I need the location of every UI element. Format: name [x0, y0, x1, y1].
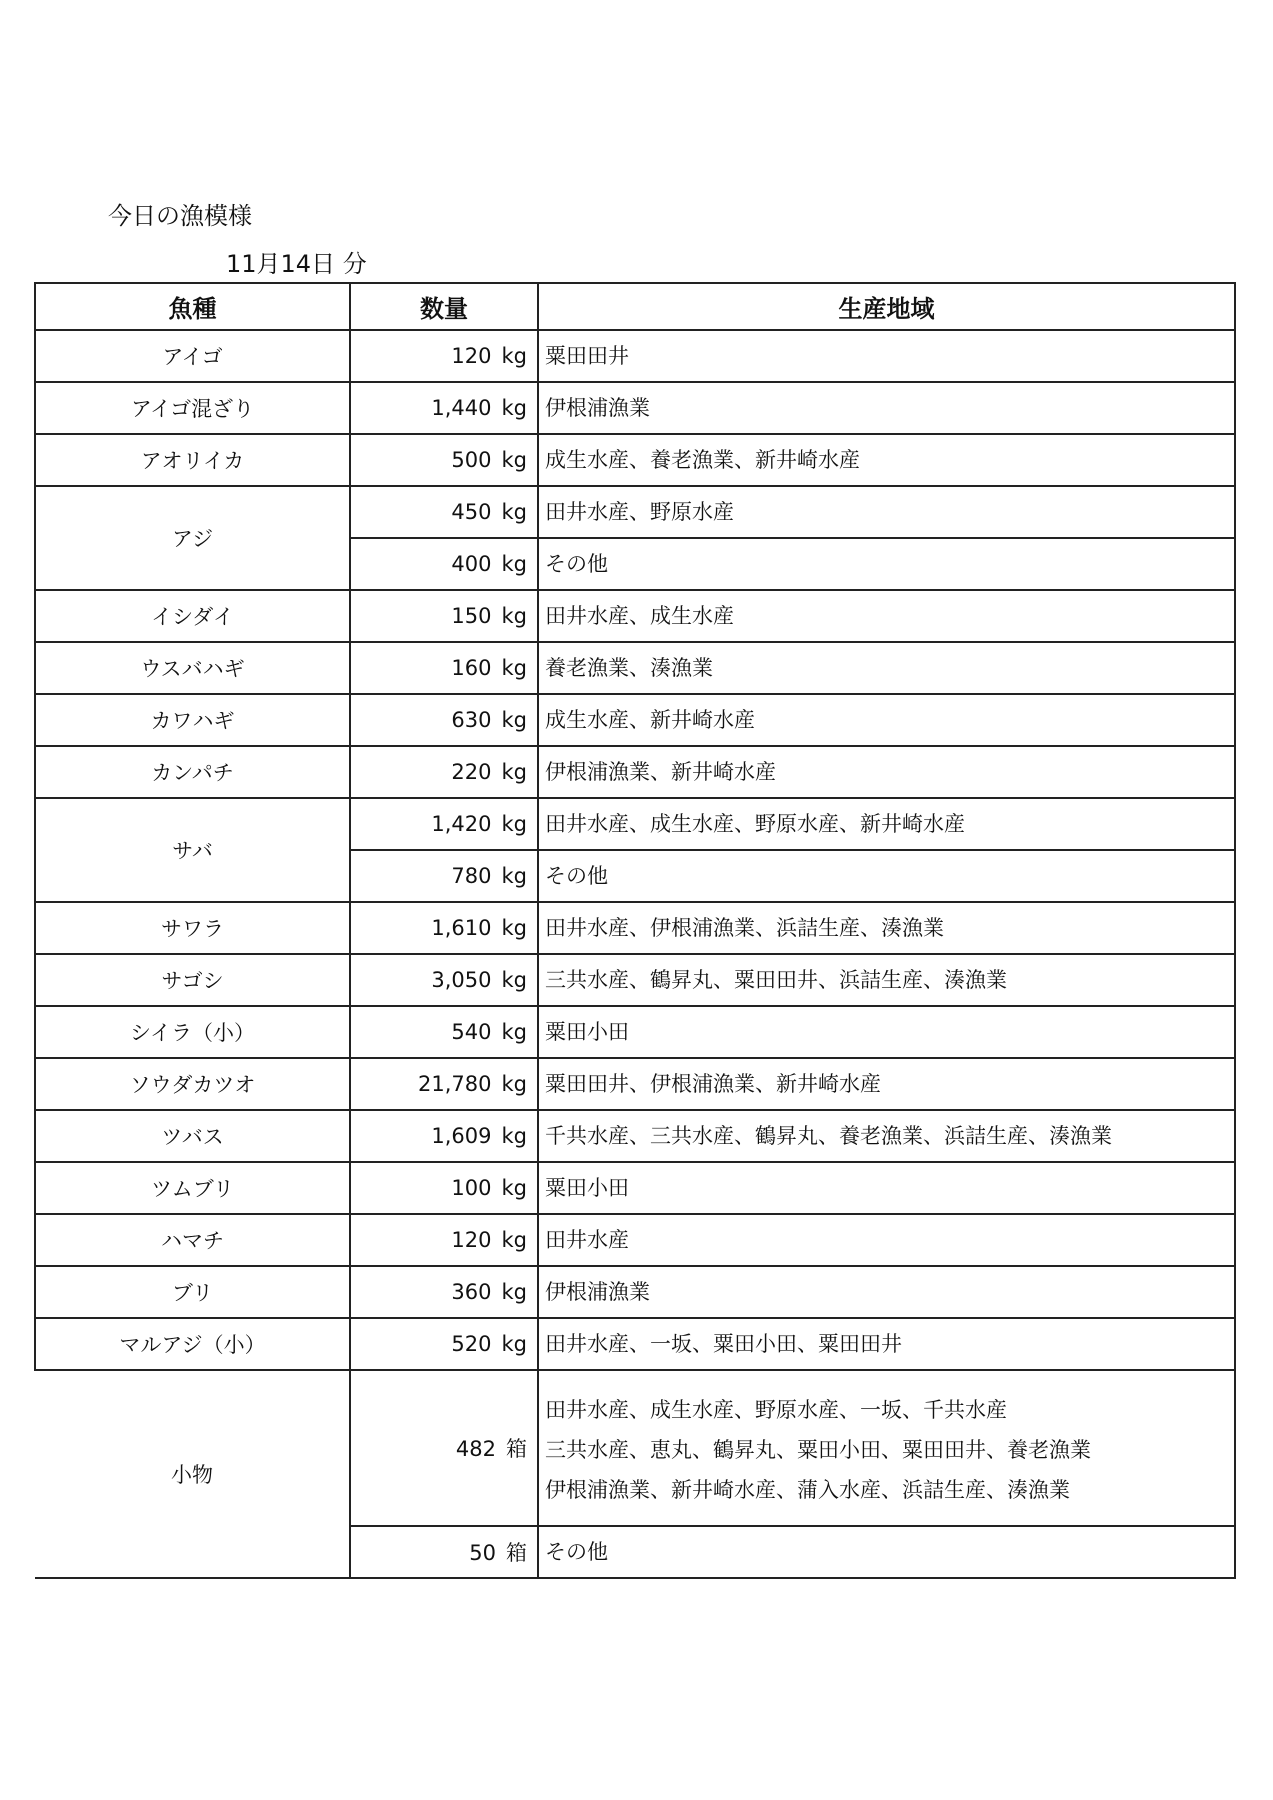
header-region: 生産地域 [538, 283, 1235, 330]
region-text: 三共水産、恵丸、鶴昇丸、粟田小田、粟田田井、養老漁業 [545, 1438, 1091, 1462]
date-value: 11月14日 [226, 250, 336, 278]
region-text: 粟田田井、伊根浦漁業、新井崎水産 [545, 1072, 881, 1096]
region-text: 粟田田井 [545, 344, 629, 368]
quantity-cell [350, 1526, 538, 1578]
region-cell [538, 1058, 1235, 1110]
quantity-cell [350, 330, 538, 382]
table-row [35, 1214, 1235, 1266]
fish-species-cell: ハマチ [35, 1214, 350, 1266]
region-text: 田井水産、一坂、粟田小田、粟田田井 [545, 1332, 902, 1356]
quantity-cell [350, 1266, 538, 1318]
quantity-cell [350, 1006, 538, 1058]
region-text: その他 [545, 552, 608, 576]
region-text: その他 [545, 1540, 608, 1564]
quantity-cell [350, 1318, 538, 1370]
quantity-value: 3,050 [431, 968, 492, 992]
quantity-value: 630 [451, 708, 492, 732]
quantity-value: 21,780 [418, 1072, 492, 1096]
fish-species-cell: 小物 [35, 1370, 350, 1578]
quantity-cell [350, 642, 538, 694]
region-cell [538, 1370, 1235, 1526]
quantity-cell [350, 902, 538, 954]
table-row [35, 1006, 1235, 1058]
quantity-unit: kg [501, 1176, 527, 1200]
region-cell [538, 382, 1235, 434]
region-text: 田井水産、伊根浦漁業、浜詰生産、湊漁業 [545, 916, 944, 940]
region-cell [538, 1526, 1235, 1578]
region-text: 三共水産、鶴昇丸、粟田田井、浜詰生産、湊漁業 [545, 968, 1007, 992]
region-cell [538, 798, 1235, 850]
region-text: 田井水産、成生水産、野原水産、新井崎水産 [545, 812, 965, 836]
quantity-value: 120 [451, 344, 492, 368]
fish-species-cell: カワハギ [35, 694, 350, 746]
quantity-value: 780 [451, 864, 492, 888]
page-title: 今日の漁模様 [108, 202, 252, 230]
header-quantity: 数量 [350, 283, 538, 330]
region-text: 成生水産、養老漁業、新井崎水産 [545, 448, 860, 472]
table-row [35, 694, 1235, 746]
fish-species-cell: イシダイ [35, 590, 350, 642]
report-date [226, 244, 367, 279]
quantity-value: 520 [451, 1332, 492, 1356]
region-text: 粟田小田 [545, 1176, 629, 1200]
table-row [35, 642, 1235, 694]
quantity-value: 1,610 [431, 916, 492, 940]
fish-species-cell: ツバス [35, 1110, 350, 1162]
quantity-unit: kg [501, 656, 527, 680]
region-cell [538, 1110, 1235, 1162]
quantity-unit: kg [501, 1020, 527, 1044]
quantity-cell [350, 1370, 538, 1526]
quantity-unit: kg [501, 1072, 527, 1096]
quantity-unit: kg [501, 1332, 527, 1356]
table-row [35, 798, 1235, 850]
quantity-unit: kg [501, 1228, 527, 1252]
fish-species-cell: ソウダカツオ [35, 1058, 350, 1110]
table-row [35, 1318, 1235, 1370]
region-cell [538, 1006, 1235, 1058]
table-row [35, 954, 1235, 1006]
quantity-cell [350, 1058, 538, 1110]
region-text: 成生水産、新井崎水産 [545, 708, 755, 732]
quantity-value: 360 [451, 1280, 492, 1304]
quantity-cell [350, 486, 538, 538]
quantity-value: 100 [451, 1176, 492, 1200]
quantity-unit: kg [501, 552, 527, 576]
quantity-value: 220 [451, 760, 492, 784]
quantity-unit: kg [501, 344, 527, 368]
table-row [35, 330, 1235, 382]
fish-species-cell: アオリイカ [35, 434, 350, 486]
quantity-cell [350, 590, 538, 642]
table-body [35, 330, 1235, 1578]
quantity-value: 1,609 [431, 1124, 492, 1148]
quantity-cell [350, 954, 538, 1006]
fish-species-cell: カンパチ [35, 746, 350, 798]
quantity-cell [350, 538, 538, 590]
table-row [35, 590, 1235, 642]
region-text: 伊根浦漁業 [545, 396, 650, 420]
region-text: 粟田小田 [545, 1020, 629, 1044]
fish-species-cell: アイゴ混ざり [35, 382, 350, 434]
quantity-value: 50 [469, 1541, 496, 1565]
quantity-unit: kg [501, 448, 527, 472]
quantity-unit: 箱 [506, 1541, 527, 1565]
region-text: 田井水産、野原水産 [545, 500, 734, 524]
quantity-cell [350, 798, 538, 850]
quantity-cell [350, 850, 538, 902]
region-cell [538, 330, 1235, 382]
quantity-unit: kg [501, 760, 527, 784]
region-cell [538, 902, 1235, 954]
fish-species-cell: アジ [35, 486, 350, 590]
quantity-cell [350, 382, 538, 434]
table-row [35, 382, 1235, 434]
quantity-value: 160 [451, 656, 492, 680]
region-cell [538, 1266, 1235, 1318]
table-row [35, 1162, 1235, 1214]
region-text: 伊根浦漁業、新井崎水産 [545, 760, 776, 784]
quantity-unit: kg [501, 1124, 527, 1148]
quantity-unit: kg [501, 604, 527, 628]
quantity-value: 1,420 [431, 812, 492, 836]
quantity-unit: kg [501, 708, 527, 732]
fish-species-cell: シイラ（小） [35, 1006, 350, 1058]
region-cell [538, 590, 1235, 642]
quantity-unit: kg [501, 500, 527, 524]
quantity-cell [350, 746, 538, 798]
region-cell [538, 1162, 1235, 1214]
quantity-unit: kg [501, 864, 527, 888]
region-cell [538, 1318, 1235, 1370]
quantity-unit: kg [501, 1280, 527, 1304]
fish-species-cell: サゴシ [35, 954, 350, 1006]
fish-species-cell: ツムブリ [35, 1162, 350, 1214]
quantity-unit: 箱 [506, 1437, 527, 1461]
table-row [35, 902, 1235, 954]
quantity-cell [350, 1214, 538, 1266]
quantity-cell [350, 1162, 538, 1214]
fish-species-cell: マルアジ（小） [35, 1318, 350, 1370]
table-row [35, 1266, 1235, 1318]
quantity-unit: kg [501, 396, 527, 420]
region-text: 田井水産、成生水産 [545, 604, 734, 628]
table-header-row [35, 283, 1235, 330]
quantity-value: 500 [451, 448, 492, 472]
catch-table [34, 282, 1236, 1579]
region-cell [538, 1214, 1235, 1266]
quantity-unit: kg [501, 812, 527, 836]
region-text: その他 [545, 864, 608, 888]
table-row [35, 1370, 1235, 1526]
quantity-unit: kg [501, 916, 527, 940]
region-text: 田井水産、成生水産、野原水産、一坂、千共水産 [545, 1398, 1007, 1422]
region-cell [538, 434, 1235, 486]
quantity-value: 150 [451, 604, 492, 628]
quantity-unit: kg [501, 968, 527, 992]
quantity-value: 120 [451, 1228, 492, 1252]
fish-species-cell: ウスバハギ [35, 642, 350, 694]
quantity-value: 540 [451, 1020, 492, 1044]
region-cell [538, 694, 1235, 746]
quantity-value: 400 [451, 552, 492, 576]
table-row [35, 746, 1235, 798]
region-cell [538, 954, 1235, 1006]
quantity-value: 450 [451, 500, 492, 524]
table-row [35, 486, 1235, 538]
quantity-cell [350, 1110, 538, 1162]
table-row [35, 434, 1235, 486]
region-cell [538, 642, 1235, 694]
quantity-value: 482 [455, 1437, 496, 1461]
region-text: 田井水産 [545, 1228, 629, 1252]
fish-species-cell: ブリ [35, 1266, 350, 1318]
region-text: 千共水産、三共水産、鶴昇丸、養老漁業、浜詰生産、湊漁業 [545, 1124, 1112, 1148]
region-cell [538, 746, 1235, 798]
quantity-cell [350, 434, 538, 486]
region-cell [538, 538, 1235, 590]
fish-species-cell: サワラ [35, 902, 350, 954]
header-species: 魚種 [35, 283, 350, 330]
region-text: 伊根浦漁業、新井崎水産、蒲入水産、浜詰生産、湊漁業 [545, 1478, 1070, 1502]
quantity-value: 1,440 [431, 396, 492, 420]
region-text: 養老漁業、湊漁業 [545, 656, 713, 680]
region-cell [538, 486, 1235, 538]
region-cell [538, 850, 1235, 902]
table-row [35, 1110, 1235, 1162]
region-text: 伊根浦漁業 [545, 1280, 650, 1304]
date-suffix: 分 [342, 250, 367, 278]
fish-species-cell: サバ [35, 798, 350, 902]
table-row [35, 1058, 1235, 1110]
quantity-cell [350, 694, 538, 746]
fish-species-cell: アイゴ [35, 330, 350, 382]
